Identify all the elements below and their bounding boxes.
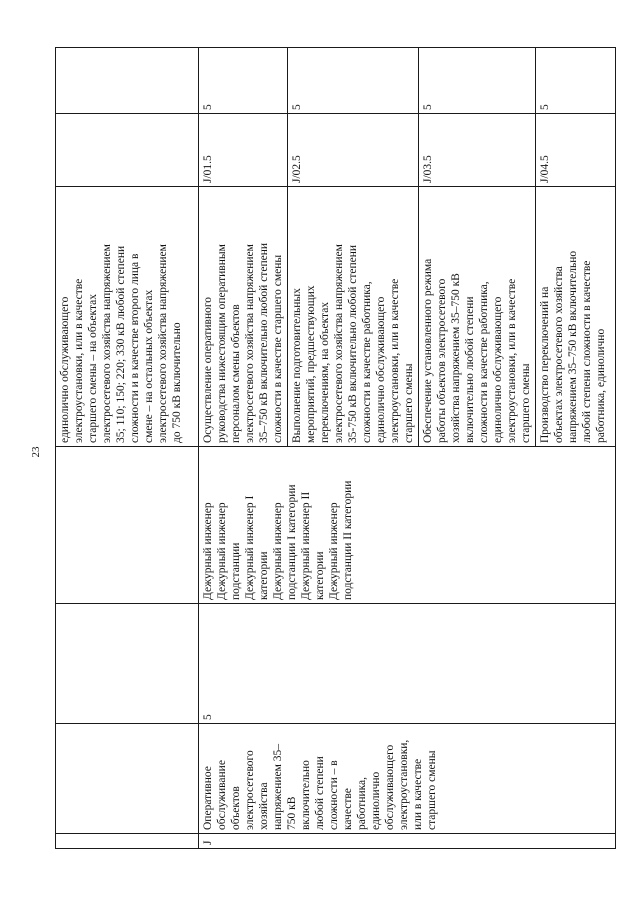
function-name-cell: Оперативное обслуживание объектов электросетевого хозяйства напряжением 35– 750 кВ включительно любой степени сложности – в качестве работника, единолично обслуживающего электроустановки, или в качестве старшего смены xyxy=(199,724,616,834)
page-number xyxy=(30,440,42,464)
page-number-text: 23 xyxy=(30,446,42,458)
sublevel-cell: 5 xyxy=(288,48,419,114)
function-code-cell xyxy=(56,834,199,849)
sublevel-cell xyxy=(56,48,199,114)
positions-cell: Дежурный инженер Дежурный инженер подстанции Дежурный инженер I категории Дежурный инженер подстанции I категории Дежурный инженер II категории Дежурный инженер подстанции II категории xyxy=(199,447,616,604)
labor-function-cell: Производство переключений на объектах электросетевого хозяйства напряжением 35–750 кВ включительно любой степени сложности в качестве работника, единолично xyxy=(536,187,616,447)
labor-function-cell: Обеспечение установленного режима работы объектов электросетевого хозяйства напряжением 35–750 кВ включительно любой степени сложности в качестве работника, единолично обслуживающего электроустановки, или в качестве старшего смены xyxy=(419,187,536,447)
function-name-cell xyxy=(56,724,199,834)
table-row xyxy=(199,48,288,849)
function-code-cell: J xyxy=(199,834,616,849)
qualification-level-cell: 5 xyxy=(199,604,616,724)
labor-function-code-cell: J/02.5 xyxy=(288,114,419,187)
labor-function-cell: единолично обслуживающего электроустановки, или в качестве старшего смены – на объектах электросетевого хозяйства напряжением 35; 110; 150; 220; 330 кВ любой степени сложности и в качестве второго лица в смене – на остальных объектах электросетевого хозяйства напряжением до 750 кВ включительно xyxy=(56,187,199,447)
sublevel-cell: 5 xyxy=(199,48,288,114)
labor-function-code-cell: J/01.5 xyxy=(199,114,288,187)
positions-cell xyxy=(56,447,199,604)
labor-function-code-cell: J/04.5 xyxy=(536,114,616,187)
sublevel-cell: 5 xyxy=(419,48,536,114)
table-row xyxy=(56,48,199,849)
labor-function-cell: Выполнение подготовительных мероприятий, предшествующих переключениям, на объектах электросетевого хозяйства напряжением 35-750 кВ включительно любой степени сложности в качестве работника, единолично обслуживающего электроустановки, или в качестве старшего смены xyxy=(288,187,419,447)
qualification-level-cell xyxy=(56,604,199,724)
labor-function-code-cell: J/03.5 xyxy=(419,114,536,187)
labor-function-code-cell xyxy=(56,114,199,187)
functions-table-container xyxy=(55,48,609,849)
sublevel-cell: 5 xyxy=(536,48,616,114)
functions-table xyxy=(55,47,616,849)
labor-function-cell: Осуществление оперативного руководства нижестоящим оперативным персоналом смены объектов электросетевого хозяйства напряжением 35–750 кВ включительно любой степени сложности в качестве старшего смены xyxy=(199,187,288,447)
